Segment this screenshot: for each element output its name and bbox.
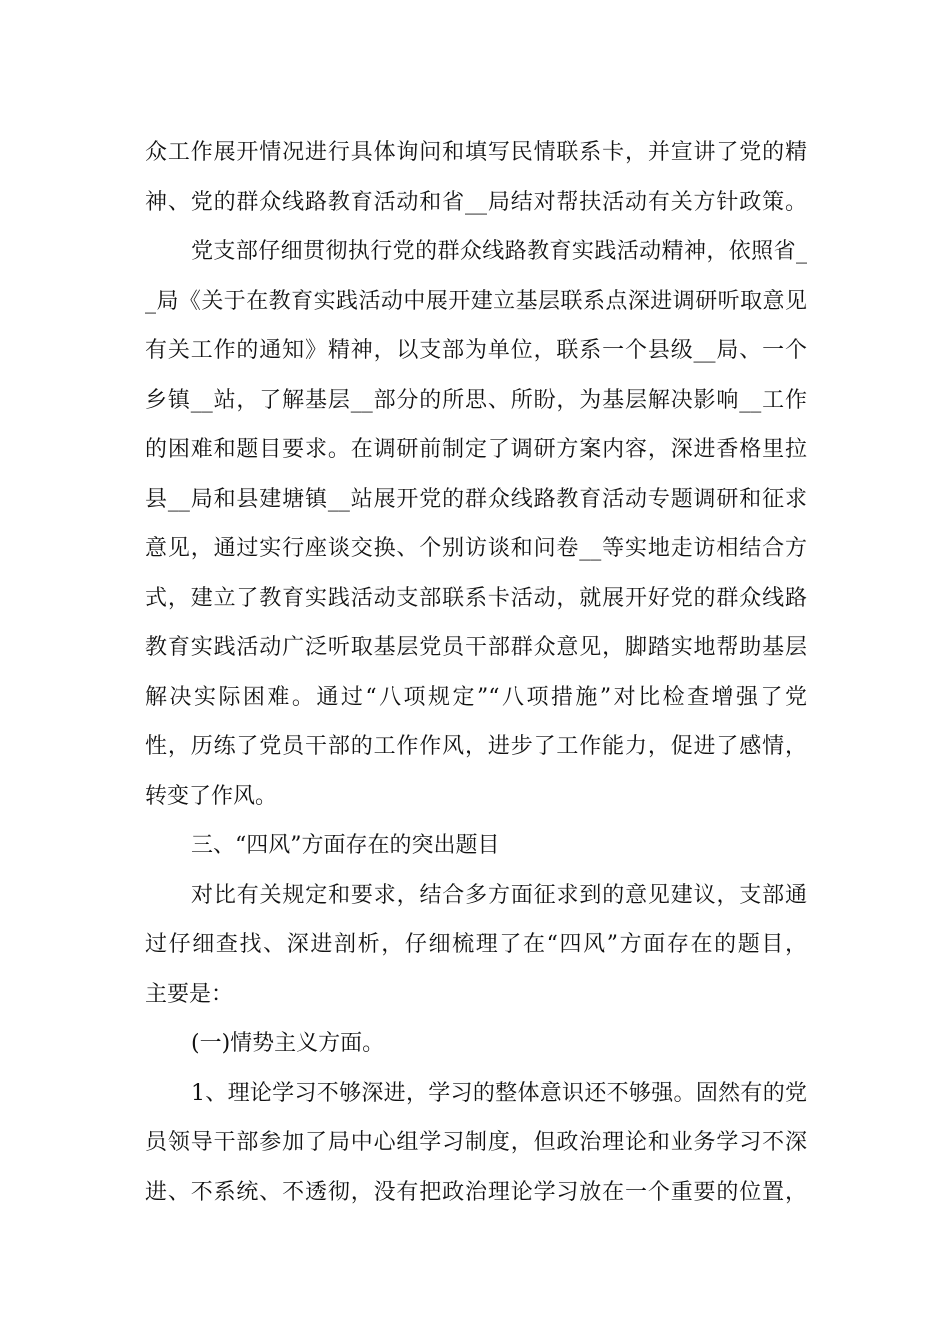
- paragraph-line: 神、党的群众线路教育活动和省__局结对帮扶活动有关方针政策。: [145, 189, 807, 215]
- paragraph-line: 党支部仔细贯彻执行党的群众线路教育实践活动精神，依照省_: [191, 239, 807, 264]
- paragraph-line: 进、不系统、不透彻，没有把政治理论学习放在一个重要的位置，: [145, 1179, 807, 1205]
- paragraph-line: 主要是：: [145, 981, 234, 1007]
- paragraph-line: 的困难和题目要求。在调研前制定了调研方案内容，深进香格里拉: [145, 437, 807, 462]
- paragraph-line: 意见，通过实行座谈交换、个别访谈和问卷__等实地走访相结合方: [145, 536, 807, 561]
- paragraph-line: 有关工作的通知》精神，以支部为单位，联系一个县级__局、一个: [145, 338, 807, 363]
- paragraph-line: 教育实践活动广泛听取基层党员干部群众意见，脚踏实地帮助基层: [145, 635, 807, 660]
- section-heading: 三、“四风”方面存在的突出题目: [191, 833, 500, 858]
- paragraph-line: 性，历练了党员干部的工作作风，进步了工作能力，促进了感情，: [145, 734, 807, 759]
- paragraph-line: 员领导干部参加了局中心组学习制度，但政治理论和业务学习不深: [145, 1130, 807, 1155]
- paragraph-line: 乡镇__站，了解基层__部分的所思、所盼，为基层解决影响__工作: [145, 387, 807, 413]
- paragraph-line: 对比有关规定和要求，结合多方面征求到的意见建议，支部通: [191, 882, 807, 908]
- document-page: [145, 128, 807, 1217]
- subsection-heading: (一)情势主义方面。: [191, 1031, 385, 1056]
- paragraph-line: 1、理论学习不够深进，学习的整体意识还不够强。固然有的党: [191, 1080, 807, 1106]
- paragraph-line: 县__局和县建塘镇__站展开党的群众线路教育活动专题调研和征求: [145, 486, 807, 512]
- paragraph-line: 转变了作风。: [145, 783, 278, 809]
- paragraph-line: 式，建立了教育实践活动支部联系卡活动，就展开好党的群众线路: [145, 585, 807, 611]
- paragraph-line: 过仔细查找、深进剖析，仔细梳理了在“四风”方面存在的题目，: [145, 932, 807, 957]
- paragraph-line: 解决实际困难。通过“八项规定”“八项措施”对比检查增强了党: [145, 684, 807, 710]
- paragraph-line: _局《关于在教育实践活动中展开建立基层联系点深进调研听取意见: [145, 288, 807, 314]
- paragraph-line: 众工作展开情况进行具体询问和填写民情联系卡，并宣讲了党的精: [145, 140, 807, 165]
